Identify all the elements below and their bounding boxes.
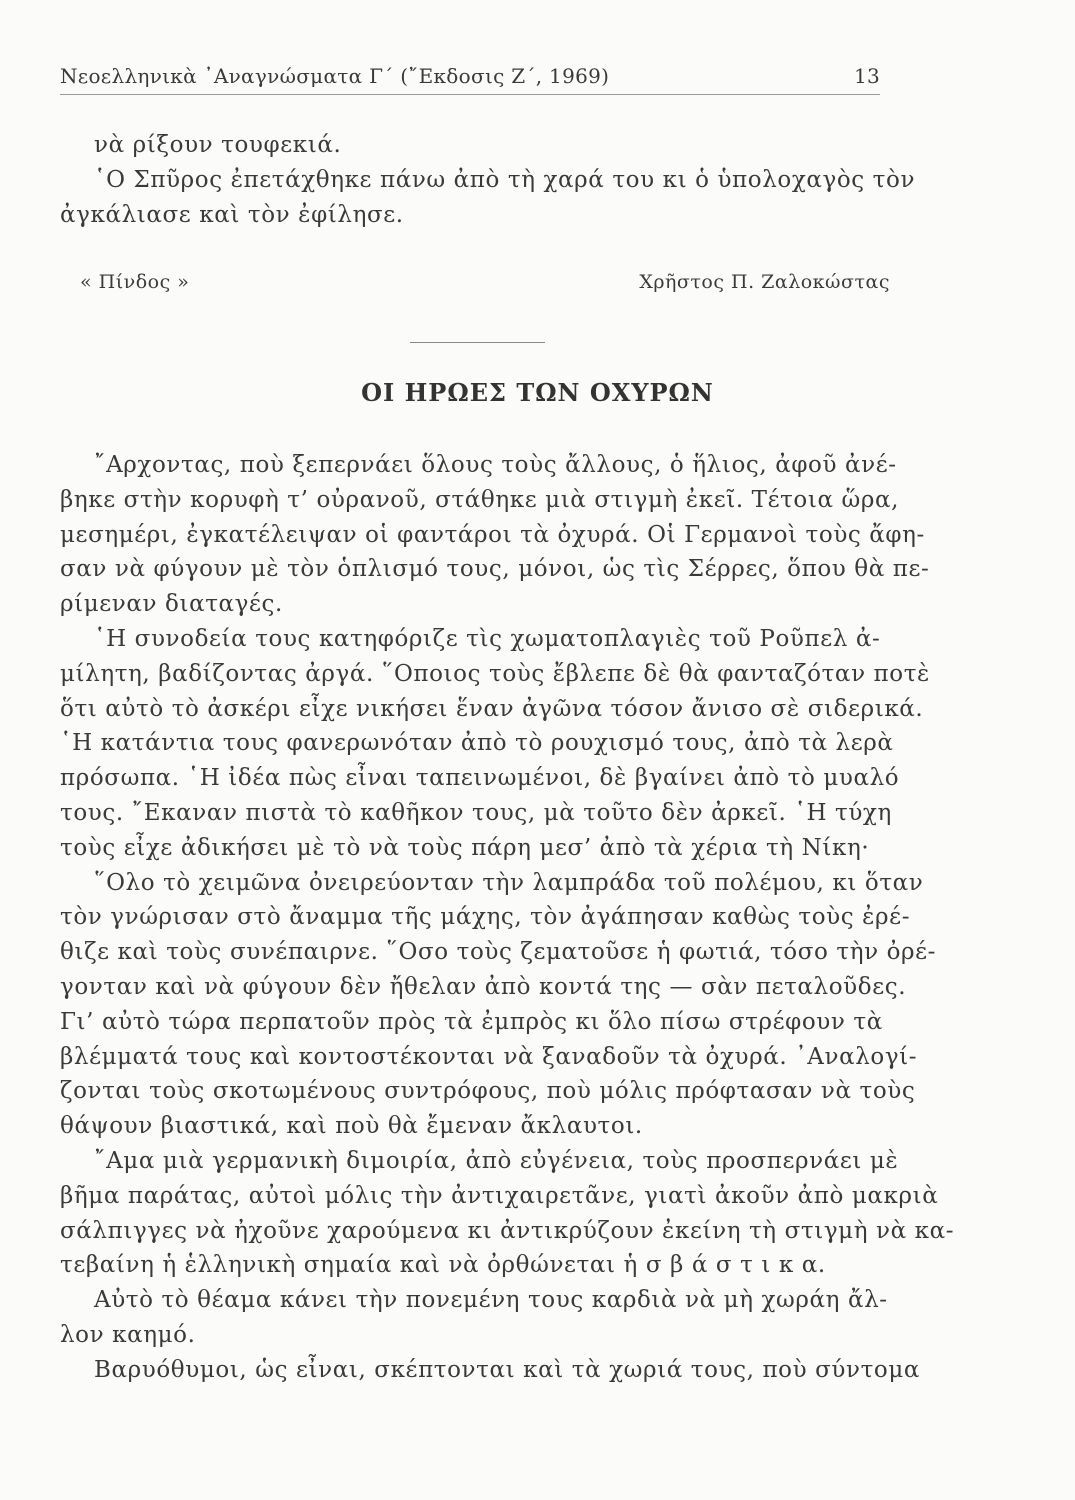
running-head [60,60,880,95]
text-line: Γι’ αὐτὸ τώρα περπατοῦν πρὸς τὰ ἐμπρὸς κι ὅλο πίσω στρέφουν τὰ [60,1008,883,1035]
text-line: βλέμματά τους καὶ κοντοστέκονται νὰ ξαναδοῦν τὰ ὀχυρά. ᾿Αναλογί- [60,1043,918,1070]
page-number: 13 [853,64,880,88]
text-line: τους. ῎Εκαναν πιστὰ τὸ καθῆκον τους, μὰ τοῦτο δὲν ἀρκεῖ. ῾Η τύχη [60,799,892,826]
article-body [60,448,955,1388]
text-line: θιζε καὶ τοὺς συνέπαιρνε. ῞Οσο τοὺς ζεματοῦσε ἡ φωτιά, τόσο τὴν ὀρέ- [60,939,937,966]
section-divider [410,342,545,343]
text-line: ῎Αμα μιὰ γερμανικὴ διμοιρία, ἀπὸ εὐγένεια, τοὺς προσπερνάει μὲ [94,1147,899,1174]
text-line: Αὐτὸ τὸ θέαμα κάνει τὴν πονεμένη τους καρδιὰ νὰ μὴ χωράη ἄλ- [94,1287,888,1314]
text-line: ῾Η συνοδεία τους κατηφόριζε τὶς χωματοπλαγιὲς τοῦ Ροῦπελ ἀ- [94,625,881,652]
text-line: βῆμα παράτας, αὐτοὶ μόλις τὴν ἀντιχαιρετᾶνε, γιατὶ ἀκοῦν ἀπὸ μακριὰ [60,1182,939,1209]
text-line: βηκε στὴν κορυφὴ τ’ οὐρανοῦ, στάθηκε μιὰ στιγμὴ ἐκεῖ. Τέτοια ὥρα, [60,486,900,513]
text-line: ῾Ο Σπῦρος ἐπετάχθηκε πάνω ἀπὸ τὴ χαρά του κι ὁ ὑπολοχαγὸς τὸν [94,166,916,193]
text-line: ἀγκάλιασε καὶ τὸν ἐφίλησε. [60,201,404,228]
text-line: Βαρυόθυμοι, ὡς εἶναι, σκέπτονται καὶ τὰ χωριά τους, ποὺ σύντομα [94,1356,921,1383]
text-line: πρόσωπα. ῾Η ἰδέα πὼς εἶναι ταπεινωμένοι, δὲ βγαίνει ἀπὸ τὸ μυαλό [60,765,900,792]
text-line: μεσημέρι, ἐγκατέλειψαν οἱ φαντάροι τὰ ὀχυρά. Οἱ Γερμανοὶ τοὺς ἄφη- [60,521,925,548]
text-line: ῾Η κατάντια τους φανερωνόταν ἀπὸ τὸ ρουχισμό τους, ἀπὸ τὰ λερὰ [60,730,894,757]
author-name: Χρῆστος Π. Ζαλοκώστας [639,271,890,293]
text-line: μίλητη, βαδίζοντας ἀργά. ῞Οποιος τοὺς ἔβλεπε δὲ θὰ φανταζόταν ποτὲ [60,660,930,687]
text-line: ὅτι αὐτὸ τὸ ἀσκέρι εἶχε νικήσει ἕναν ἀγῶνα τόσον ἄνισο σὲ σιδερικά. [60,695,924,722]
text-line: ῎Αρχοντας, ποὺ ξεπερνάει ὅλους τοὺς ἄλλους, ὁ ἥλιος, ἀφοῦ ἀνέ- [94,452,897,478]
text-line: τοὺς εἶχε ἀδικήσει μὲ τὸ νὰ τοὺς πάρη μεσ’ ἀπὸ τὰ χέρια τὴ Νίκη· [60,834,870,861]
text-line: θάψουν βιαστικά, καὶ ποὺ θὰ ἔμεναν ἄκλαυτοι. [60,1113,643,1140]
text-line: ῞Ολο τὸ χειμῶνα ὀνειρεύονταν τὴν λαμπράδα τοῦ πολέμου, κι ὅταν [94,869,924,896]
text-line: ζονται τοὺς σκοτωμένους συντρόφους, ποὺ μόλις πρόφτασαν νὰ τοὺς [60,1078,916,1105]
text-line: λον καημό. [60,1321,196,1348]
text-line: νὰ ρίξουν τουφεκιά. [94,132,342,158]
text-line: σαν νὰ φύγουν μὲ τὸν ὁπλισμό τους, μόνοι, ὡς τὶς Σέρρες, ὅπου θὰ πε- [60,556,930,583]
text-line: ρίμεναν διαταγές. [60,591,283,618]
previous-story-ending [60,128,920,232]
story-signature [60,271,890,301]
text-line: σάλπιγγες νὰ ἠχοῦνε χαρούμενα κι ἀντικρύζουν ἐκείνη τὴ στιγμὴ νὰ κα- [60,1217,955,1244]
book-title: Νεοελληνικὰ ᾿Αναγνώσματα Γ΄ (῎Εκδοσις Ζ΄, 1969) [60,64,610,88]
text-line: γονταν καὶ νὰ φύγουν δὲν ἤθελαν ἀπὸ κοντά της — σὰν πεταλοῦδες. [60,973,907,1000]
source-title: « Πίνδος » [80,271,190,293]
text-line: τὸν γνώρισαν στὸ ἄναμμα τῆς μάχης, τὸν ἀγάπησαν καθὼς τοὺς ἐρέ- [60,904,911,931]
article-title: ΟΙ ΗΡΩΕΣ ΤΩΝ ΟΧΥΡΩΝ [361,378,714,407]
text-line: τεβαίνη ἡ ἑλληνικὴ σημαία καὶ νὰ ὀρθώνεται ἡ σ β ά σ τ ι κ α. [60,1252,826,1279]
